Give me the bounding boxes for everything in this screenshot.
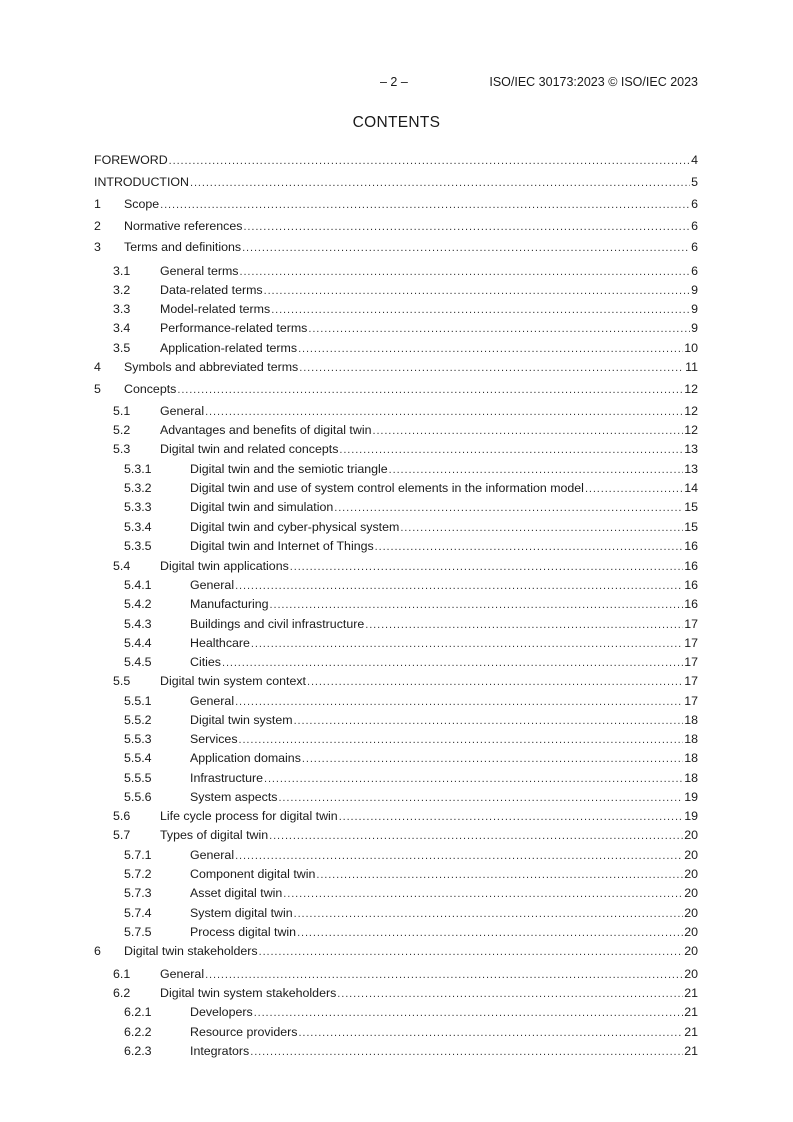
toc-entry-title: General	[190, 578, 235, 592]
toc-entry-page: 12	[684, 404, 698, 418]
dot-leader	[339, 442, 683, 458]
toc-entry-page: 5	[691, 175, 698, 189]
toc-entry-page: 12	[684, 382, 698, 396]
toc-entry-page: 16	[684, 578, 698, 592]
toc-entry[interactable]	[94, 403, 698, 419]
toc-entry-title: Life cycle process for digital twin	[160, 809, 338, 823]
dot-leader	[339, 809, 684, 825]
toc-entry-number: 3.3	[113, 302, 131, 316]
toc-entry-title: General	[190, 848, 235, 862]
dot-leader	[251, 636, 683, 652]
contents-heading: CONTENTS	[352, 114, 441, 131]
toc-entry[interactable]	[94, 789, 698, 805]
toc-entry-title: Symbols and abbreviated terms	[124, 360, 299, 374]
toc-entry[interactable]	[94, 1043, 698, 1059]
toc-entry-number: 5.3.2	[124, 481, 152, 495]
toc-entry-title: Normative references	[124, 219, 243, 233]
toc-entry-number: 5.4	[113, 559, 131, 573]
toc-entry-title: Digital twin and related concepts	[160, 442, 339, 456]
dot-leader	[242, 240, 690, 256]
toc-entry-title: Developers	[190, 1005, 253, 1019]
dot-leader	[375, 539, 684, 555]
toc-entry-number: 3.4	[113, 321, 131, 335]
toc-entry-number: 5.4.4	[124, 636, 152, 650]
toc-entry-page: 15	[684, 500, 698, 514]
toc-entry-title: Digital twin and Internet of Things	[190, 539, 374, 553]
toc-entry[interactable]	[94, 174, 698, 190]
toc-entry-title: System aspects	[190, 790, 278, 804]
toc-entry-title: Digital twin stakeholders	[124, 944, 258, 958]
toc-entry-page: 13	[684, 442, 698, 456]
toc-entry[interactable]	[94, 985, 698, 1001]
toc-entry-number: 6.1	[113, 967, 131, 981]
toc-entry[interactable]	[94, 943, 698, 959]
toc-entry-title: Healthcare	[190, 636, 250, 650]
toc-entry-title: INTRODUCTION	[94, 175, 189, 189]
toc-entry[interactable]	[94, 239, 698, 255]
toc-entry-number: 5.5.1	[124, 694, 152, 708]
dot-leader	[283, 886, 683, 902]
toc-entry[interactable]	[94, 263, 698, 279]
toc-entry-number: 3.2	[113, 283, 131, 297]
toc-entry-page: 6	[691, 219, 698, 233]
toc-entry-page: 9	[691, 321, 698, 335]
toc-entry-number: 5.5.5	[124, 771, 152, 785]
toc-entry-page: 18	[684, 713, 698, 727]
dot-leader	[271, 302, 690, 318]
toc-entry-title: Application domains	[190, 751, 301, 765]
dot-leader	[269, 828, 683, 844]
toc-entry[interactable]	[94, 282, 698, 298]
dot-leader	[239, 732, 684, 748]
toc-entry-page: 19	[684, 809, 698, 823]
toc-entry-page: 6	[691, 240, 698, 254]
toc-entry-title: Infrastructure	[190, 771, 263, 785]
toc-entry[interactable]	[94, 359, 698, 375]
standard-designation: ISO/IEC 30173:2023 © ISO/IEC 2023	[489, 75, 698, 89]
toc-entry-number: 5.7.1	[124, 848, 152, 862]
dot-leader	[308, 321, 690, 337]
dot-leader	[235, 848, 683, 864]
dot-leader	[235, 578, 683, 594]
toc-entry[interactable]	[94, 654, 698, 670]
toc-entry-number: 3.1	[113, 264, 131, 278]
toc-entry-page: 12	[684, 423, 698, 437]
toc-entry-page: 20	[684, 906, 698, 920]
toc-entry-page: 21	[684, 1025, 698, 1039]
toc-entry-number: 4	[94, 360, 101, 374]
toc-entry-title: Digital twin system stakeholders	[160, 986, 337, 1000]
toc-entry-number: 5.2	[113, 423, 131, 437]
toc-entry-page: 17	[684, 655, 698, 669]
toc-entry-page: 16	[684, 539, 698, 553]
toc-entry-number: 5.3.1	[124, 462, 152, 476]
toc-entry-title: Advantages and benefits of digital twin	[160, 423, 372, 437]
toc-entry-title: Performance-related terms	[160, 321, 308, 335]
toc-entry-title: Data-related terms	[160, 283, 263, 297]
dot-leader	[337, 986, 683, 1002]
toc-entry-number: 1	[94, 197, 101, 211]
dot-leader	[298, 341, 683, 357]
toc-entry-title: Integrators	[190, 1044, 250, 1058]
toc-entry-number: 5.4.1	[124, 578, 152, 592]
toc-entry[interactable]	[94, 885, 698, 901]
toc-entry-title: Process digital twin	[190, 925, 297, 939]
toc-entry-number: 6	[94, 944, 101, 958]
toc-entry-number: 5.5	[113, 674, 131, 688]
toc-entry[interactable]	[94, 750, 698, 766]
toc-entry-number: 5.7.4	[124, 906, 152, 920]
toc-entry-page: 21	[684, 1044, 698, 1058]
toc-entry-number: 5.3.3	[124, 500, 152, 514]
page-number: – 2 –	[380, 75, 408, 89]
toc-entry-page: 15	[684, 520, 698, 534]
toc-entry-title: Concepts	[124, 382, 177, 396]
toc-entry[interactable]	[94, 731, 698, 747]
dot-leader	[365, 617, 683, 633]
dot-leader	[400, 520, 683, 536]
toc-entry-title: Types of digital twin	[160, 828, 269, 842]
toc-entry-title: Digital twin and the semiotic triangle	[190, 462, 388, 476]
toc-entry-page: 16	[684, 559, 698, 573]
toc-entry-title: Resource providers	[190, 1025, 298, 1039]
toc-entry-page: 17	[684, 617, 698, 631]
dot-leader	[585, 481, 683, 497]
toc-entry[interactable]	[94, 196, 698, 212]
toc-entry-page: 9	[691, 283, 698, 297]
toc-entry[interactable]	[94, 673, 698, 689]
toc-entry-page: 20	[684, 967, 698, 981]
toc-entry-title: Scope	[124, 197, 160, 211]
toc-entry-number: 2	[94, 219, 101, 233]
toc-entry[interactable]	[94, 519, 698, 535]
dot-leader	[169, 153, 690, 169]
toc-entry[interactable]	[94, 320, 698, 336]
toc-entry-title: Digital twin system context	[160, 674, 306, 688]
dot-leader	[294, 906, 684, 922]
toc-entry-page: 4	[691, 153, 698, 167]
toc-entry[interactable]	[94, 499, 698, 515]
toc-entry[interactable]	[94, 422, 698, 438]
toc-entry[interactable]	[94, 712, 698, 728]
dot-leader	[240, 264, 691, 280]
toc-entry-number: 5.4.3	[124, 617, 152, 631]
toc-entry-number: 3	[94, 240, 101, 254]
dot-leader	[299, 360, 684, 376]
toc-entry-page: 18	[684, 751, 698, 765]
toc-entry-number: 6.2.3	[124, 1044, 152, 1058]
toc-entry[interactable]	[94, 1024, 698, 1040]
toc-entry-number: 5.3	[113, 442, 131, 456]
dot-leader	[307, 674, 683, 690]
toc-entry-number: 6.2	[113, 986, 131, 1000]
toc-entry[interactable]	[94, 924, 698, 940]
toc-entry-title: Buildings and civil infrastructure	[190, 617, 365, 631]
dot-leader	[302, 751, 683, 767]
dot-leader	[205, 404, 683, 420]
toc-entry-page: 6	[691, 264, 698, 278]
toc-entry-title: Model-related terms	[160, 302, 271, 316]
toc-entry-title: Cities	[190, 655, 221, 669]
dot-leader	[259, 944, 684, 960]
toc-entry-page: 20	[684, 848, 698, 862]
dot-leader	[190, 175, 690, 191]
toc-entry-number: 5.5.3	[124, 732, 152, 746]
dot-leader	[316, 867, 683, 883]
toc-entry-number: 6.2.1	[124, 1005, 152, 1019]
dot-leader	[235, 694, 683, 710]
toc-entry-number: 5.4.5	[124, 655, 152, 669]
toc-entry-page: 11	[685, 360, 698, 374]
toc-entry-title: Terms and definitions	[124, 240, 242, 254]
toc-entry-page: 20	[684, 944, 698, 958]
toc-entry-number: 5.5.4	[124, 751, 152, 765]
dot-leader	[177, 382, 683, 398]
toc-entry[interactable]	[94, 538, 698, 554]
toc-entry-title: FOREWORD	[94, 153, 168, 167]
toc-entry-title: Digital twin and use of system control elements in the information model	[190, 481, 584, 495]
toc-entry-page: 10	[684, 341, 698, 355]
toc-entry[interactable]	[94, 827, 698, 843]
toc-entry-title: System digital twin	[190, 906, 293, 920]
toc-entry[interactable]	[94, 966, 698, 982]
toc-entry-title: Services	[190, 732, 238, 746]
toc-entry-title: Digital twin system	[190, 713, 293, 727]
toc-entry-page: 16	[684, 597, 698, 611]
dot-leader	[270, 597, 684, 613]
dot-leader	[298, 1025, 683, 1041]
toc-entry[interactable]	[94, 616, 698, 632]
toc-entry-title: General	[160, 404, 205, 418]
dot-leader	[372, 423, 683, 439]
toc-entry-number: 5.7.5	[124, 925, 152, 939]
dot-leader	[264, 771, 683, 787]
toc-entry-number: 5.6	[113, 809, 131, 823]
toc-entry-page: 19	[684, 790, 698, 804]
dot-leader	[334, 500, 683, 516]
toc-entry-number: 5.4.2	[124, 597, 152, 611]
toc-entry[interactable]	[94, 577, 698, 593]
toc-entry[interactable]	[94, 152, 698, 168]
toc-entry-page: 21	[684, 986, 698, 1000]
toc-entry-page: 20	[684, 886, 698, 900]
dot-leader	[290, 559, 683, 575]
toc-entry[interactable]	[94, 461, 698, 477]
toc-entry-title: Digital twin and simulation	[190, 500, 334, 514]
toc-entry-title: General terms	[160, 264, 239, 278]
toc-entry-page: 9	[691, 302, 698, 316]
toc-entry-number: 5.7	[113, 828, 131, 842]
toc-entry[interactable]	[94, 770, 698, 786]
toc-entry-title: Manufacturing	[190, 597, 269, 611]
toc-entry-number: 5.5.6	[124, 790, 152, 804]
toc-entry-page: 20	[684, 925, 698, 939]
toc-entry[interactable]	[94, 1004, 698, 1020]
toc-entry-number: 5.7.2	[124, 867, 152, 881]
toc-entry-title: Asset digital twin	[190, 886, 283, 900]
toc-entry-page: 21	[684, 1005, 698, 1019]
toc-entry[interactable]	[94, 381, 698, 397]
dot-leader	[160, 197, 690, 213]
toc-entry[interactable]	[94, 808, 698, 824]
toc-entry-page: 18	[684, 732, 698, 746]
toc-entry[interactable]	[94, 596, 698, 612]
toc-entry-page: 20	[684, 867, 698, 881]
dot-leader	[250, 1044, 683, 1060]
toc-entry[interactable]	[94, 441, 698, 457]
toc-entry-title: Application-related terms	[160, 341, 298, 355]
toc-entry-number: 5	[94, 382, 101, 396]
dot-leader	[222, 655, 683, 671]
toc-entry[interactable]	[94, 340, 698, 356]
toc-entry-number: 3.5	[113, 341, 131, 355]
toc-entry-number: 5.3.4	[124, 520, 152, 534]
dot-leader	[389, 462, 684, 478]
toc-entry-number: 5.1	[113, 404, 131, 418]
dot-leader	[297, 925, 683, 941]
dot-leader	[278, 790, 683, 806]
toc-entry-page: 17	[684, 674, 698, 688]
page-header	[380, 75, 698, 91]
toc-entry[interactable]	[94, 558, 698, 574]
toc-entry[interactable]	[94, 480, 698, 496]
toc-entry-title: General	[190, 694, 235, 708]
dot-leader	[243, 219, 690, 235]
toc-entry-title: Digital twin applications	[160, 559, 289, 573]
dot-leader	[294, 713, 684, 729]
toc-entry-title: General	[160, 967, 205, 981]
toc-entry-page: 13	[684, 462, 698, 476]
toc-entry[interactable]	[94, 693, 698, 709]
toc-entry-number: 5.5.2	[124, 713, 152, 727]
toc-entry-title: Digital twin and cyber-physical system	[190, 520, 400, 534]
toc-entry-page: 17	[684, 694, 698, 708]
toc-entry-page: 17	[684, 636, 698, 650]
dot-leader	[205, 967, 683, 983]
toc-entry[interactable]	[94, 847, 698, 863]
toc-entry-number: 5.3.5	[124, 539, 152, 553]
toc-entry[interactable]	[94, 635, 698, 651]
toc-entry-title: Component digital twin	[190, 867, 316, 881]
toc-entry-page: 18	[684, 771, 698, 785]
toc-entry-page: 6	[691, 197, 698, 211]
toc-entry-page: 14	[684, 481, 698, 495]
dot-leader	[264, 283, 690, 299]
toc-entry[interactable]	[94, 301, 698, 317]
toc-entry-number: 6.2.2	[124, 1025, 152, 1039]
toc-entry-page: 20	[684, 828, 698, 842]
toc-entry[interactable]	[94, 218, 698, 234]
toc-entry[interactable]	[94, 866, 698, 882]
dot-leader	[254, 1005, 684, 1021]
toc-entry-number: 5.7.3	[124, 886, 152, 900]
toc-entry[interactable]	[94, 905, 698, 921]
